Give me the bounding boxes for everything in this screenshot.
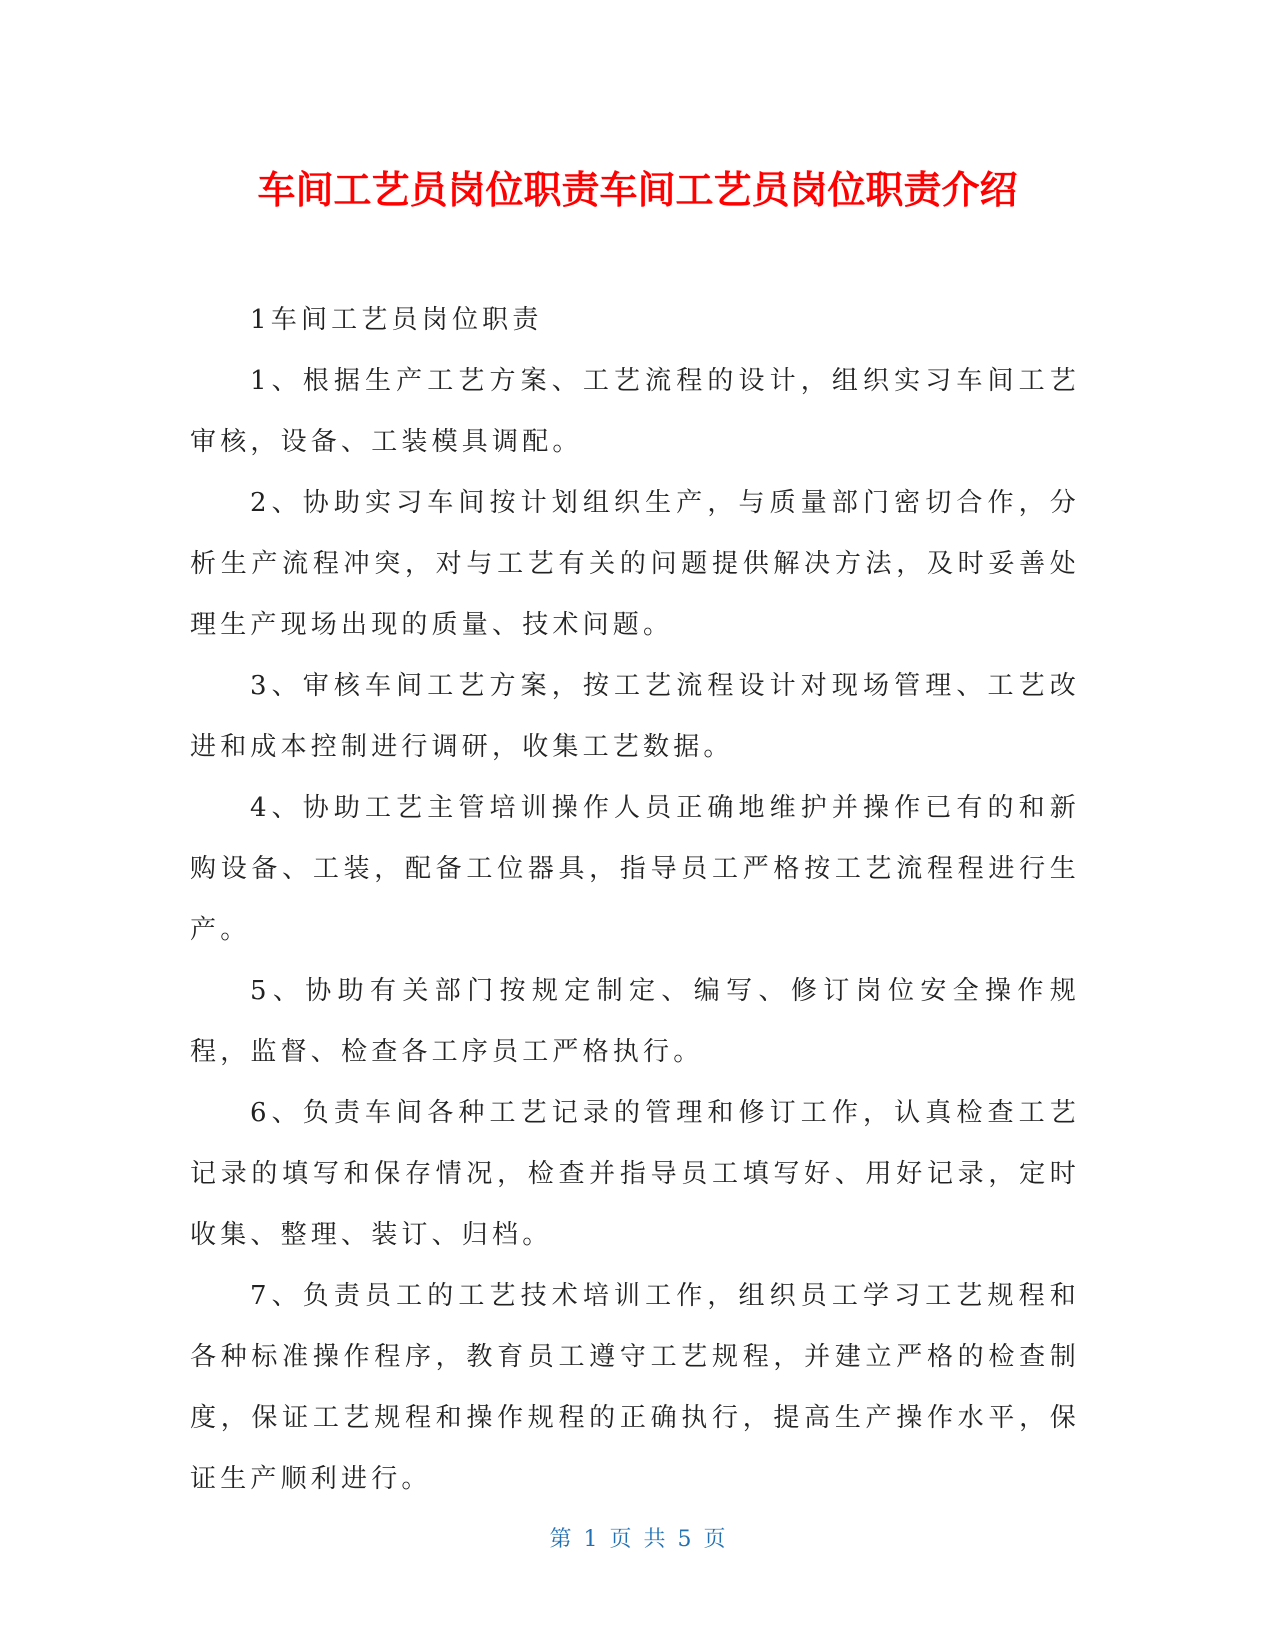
paragraph-3: 3、审核车间工艺方案，按工艺流程设计对现场管理、工艺改进和成本控制进行调研，收集工艺数据。	[190, 671, 1080, 762]
paragraph-2: 2、协助实习车间按计划组织生产，与质量部门密切合作，分析生产流程冲突，对与工艺有关的问题提供解决方法，及时妥善处理生产现场出现的质量、技术问题。	[190, 488, 1080, 640]
paragraph-5: 5、协助有关部门按规定制定、编写、修订岗位安全操作规程，监督、检查各工序员工严格执行。	[190, 976, 1080, 1067]
paragraph-1: 1、根据生产工艺方案、工艺流程的设计，组织实习车间工艺审核，设备、工装模具调配。	[190, 366, 1080, 457]
document-title: 车间工艺员岗位职责车间工艺员岗位职责介绍	[257, 168, 1018, 212]
footer-gong: 共	[643, 1527, 666, 1552]
footer-total-pages: 5	[677, 1527, 692, 1552]
footer-ye: 页	[609, 1527, 632, 1552]
paragraph-7: 7、负责员工的工艺技术培训工作，组织员工学习工艺规程和各种标准操作程序，教育员工遵守工艺规程，并建立严格的检查制度，保证工艺规程和操作规程的正确执行，提高生产操作水平，保证生产顺利进行。	[190, 1281, 1080, 1494]
page-footer	[0, 1525, 1275, 1555]
footer-di: 第	[549, 1527, 572, 1552]
footer-ye2: 页	[703, 1527, 726, 1552]
section-heading: 1车间工艺员岗位职责	[250, 305, 543, 335]
document-body	[190, 290, 1080, 1510]
footer-current-page: 1	[583, 1527, 598, 1552]
paragraph-6: 6、负责车间各种工艺记录的管理和修订工作，认真检查工艺记录的填写和保存情况，检查并指导员工填写好、用好记录，定时收集、整理、装订、归档。	[190, 1098, 1080, 1250]
paragraph-4: 4、协助工艺主管培训操作人员正确地维护并操作已有的和新购设备、工装，配备工位器具，指导员工严格按工艺流程程进行生产。	[190, 793, 1080, 945]
